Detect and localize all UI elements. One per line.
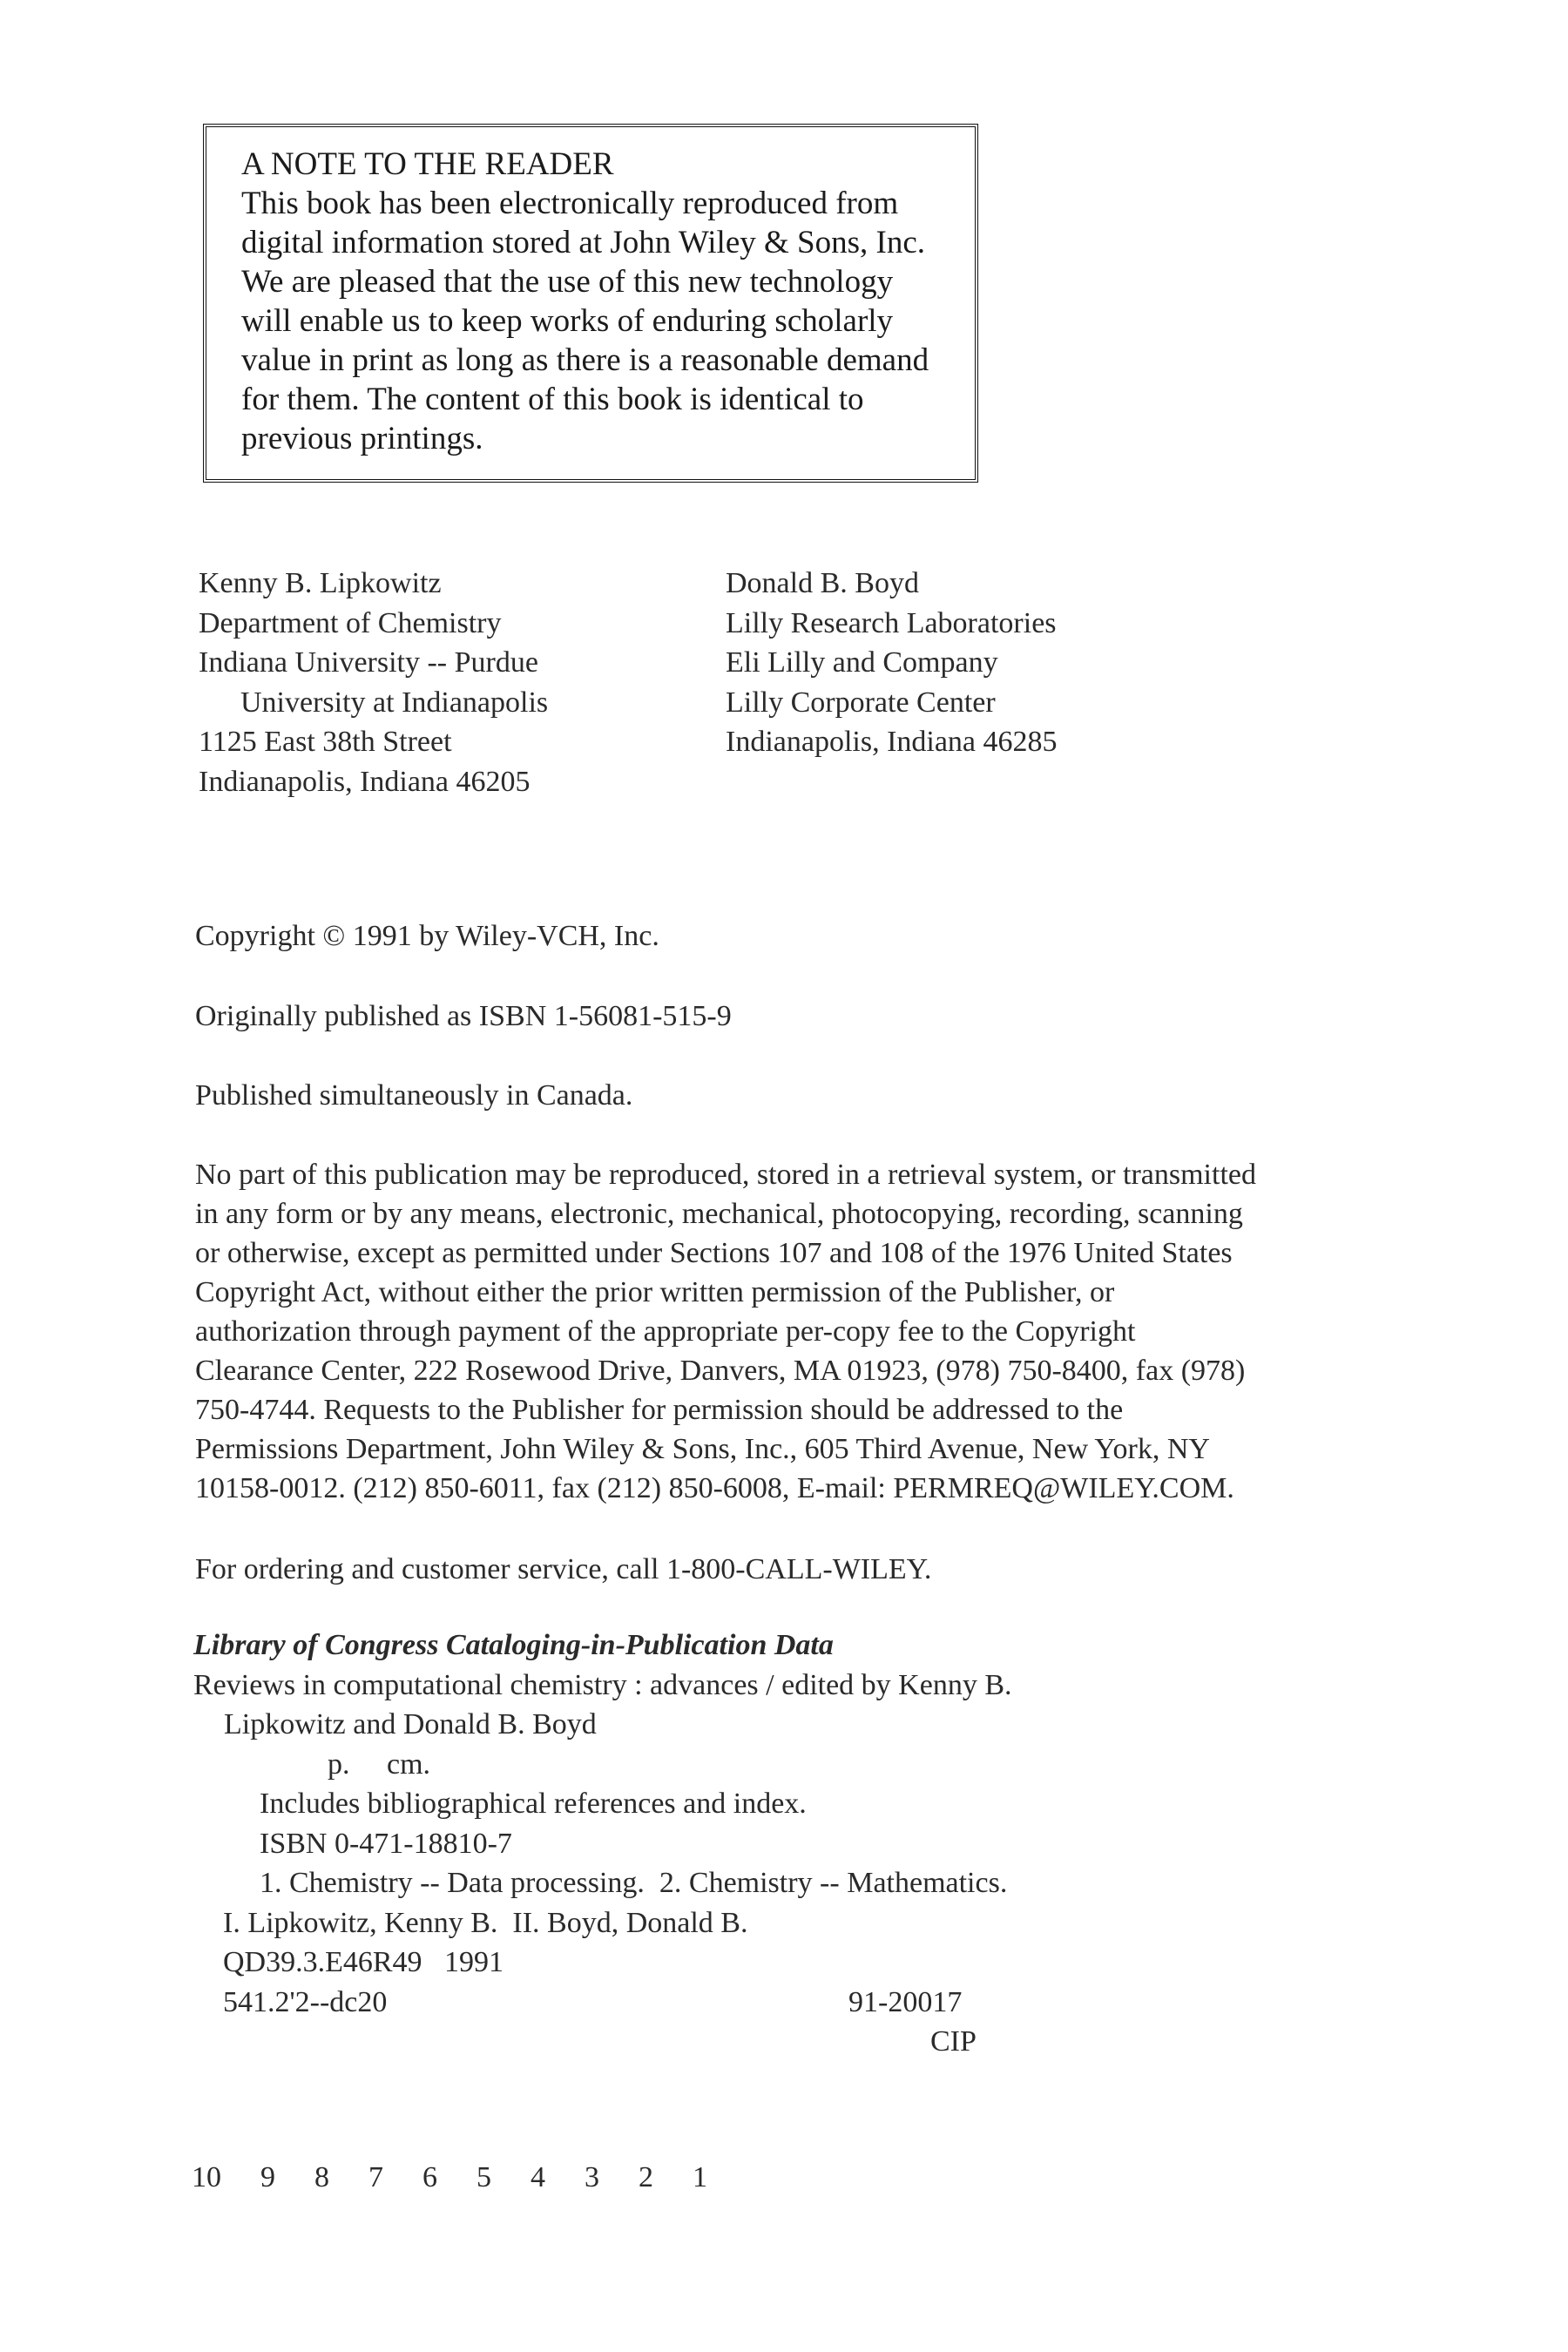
rights-line: Clearance Center, 222 Rosewood Drive, Danvers, MA 01923, (978) 750-8400, fax (978) xyxy=(195,1355,1246,1387)
cip-line: Includes bibliographical references and index. xyxy=(260,1788,807,1820)
address-line: Department of Chemistry xyxy=(199,606,502,639)
address-line: Indiana University -- Purdue xyxy=(199,646,538,679)
address-line: Lilly Corporate Center xyxy=(726,686,996,719)
note-line: previous printings. xyxy=(241,421,483,456)
cip-line: Reviews in computational chemistry : advances / edited by Kenny B. xyxy=(193,1668,1012,1701)
address-line: Kenny B. Lipkowitz xyxy=(199,567,442,599)
canada-notice: Published simultaneously in Canada. xyxy=(195,1079,633,1112)
note-line: This book has been electronically reproduced from xyxy=(241,186,899,221)
rights-line: 750-4744. Requests to the Publisher for permission should be addressed to the xyxy=(195,1394,1124,1426)
address-line: Eli Lilly and Company xyxy=(726,646,998,679)
rights-line: Copyright Act, without either the prior written permission of the Publisher, or xyxy=(195,1276,1115,1308)
address-line: University at Indianapolis xyxy=(240,686,549,719)
rights-line: Permissions Department, John Wiley & Sons, Inc., 605 Third Avenue, New York, NY xyxy=(195,1433,1210,1465)
note-line: We are pleased that the use of this new technology xyxy=(241,264,894,300)
address-line: Donald B. Boyd xyxy=(726,567,919,599)
editor-address-boyd xyxy=(726,564,1058,762)
rights-paragraph xyxy=(195,1155,1389,1508)
editor-address-lipkowitz xyxy=(199,564,548,801)
address-line: 1125 East 38th Street xyxy=(199,726,452,758)
ordering-notice: For ordering and customer service, call 1-800-CALL-WILEY. xyxy=(195,1553,932,1585)
rights-line: authorization through payment of the appropriate per-copy fee to the Copyright xyxy=(195,1315,1136,1348)
note-line: digital information stored at John Wiley & Sons, Inc. xyxy=(241,225,926,260)
cip-class-number: 541.2'2--dc20 xyxy=(223,1985,388,2018)
note-to-reader-box xyxy=(203,124,978,483)
address-line: Indianapolis, Indiana 46285 xyxy=(726,726,1058,758)
cip-label: CIP xyxy=(930,2025,977,2058)
note-title: A NOTE TO THE READER xyxy=(241,146,614,182)
cip-call-number-row xyxy=(193,1983,1239,2023)
cip-data-block xyxy=(193,1625,1239,2062)
note-line: value in print as long as there is a reasonable demand xyxy=(241,342,929,378)
rights-line: in any form or by any means, electronic, mechanical, photocopying, recording, scanning xyxy=(195,1198,1243,1230)
rights-line: No part of this publication may be reproduced, stored in a retrieval system, or transmitted xyxy=(195,1159,1256,1191)
address-line: Lilly Research Laboratories xyxy=(726,606,1057,639)
copyright-notice: Copyright © 1991 by Wiley-VCH, Inc. xyxy=(195,920,659,952)
cip-lccn: 91-20017 xyxy=(848,1985,963,2018)
original-isbn: Originally published as ISBN 1-56081-515-9 xyxy=(195,1000,732,1032)
cip-line: QD39.3.E46R49 1991 xyxy=(223,1946,504,1978)
rights-line: 10158-0012. (212) 850-6011, fax (212) 850-6008, E-mail: PERMREQ@WILEY.COM. xyxy=(195,1472,1234,1504)
cip-line: 1. Chemistry -- Data processing. 2. Chemistry -- Mathematics. xyxy=(260,1867,1008,1899)
rights-line: or otherwise, except as permitted under Sections 107 and 108 of the 1976 United States xyxy=(195,1237,1233,1269)
cip-line: ISBN 0-471-18810-7 xyxy=(260,1827,512,1860)
address-line: Indianapolis, Indiana 46205 xyxy=(199,765,531,798)
note-line: will enable us to keep works of enduring scholarly xyxy=(241,303,894,339)
cip-line: Lipkowitz and Donald B. Boyd xyxy=(224,1708,597,1740)
printing-line: 10 9 8 7 6 5 4 3 2 1 xyxy=(192,2161,707,2193)
cip-line: p. cm. xyxy=(328,1747,431,1781)
note-line: for them. The content of this book is identical to xyxy=(241,382,864,417)
cip-line: I. Lipkowitz, Kenny B. II. Boyd, Donald B. xyxy=(223,1906,748,1939)
cip-heading: Library of Congress Cataloging-in-Publication Data xyxy=(193,1629,834,1661)
